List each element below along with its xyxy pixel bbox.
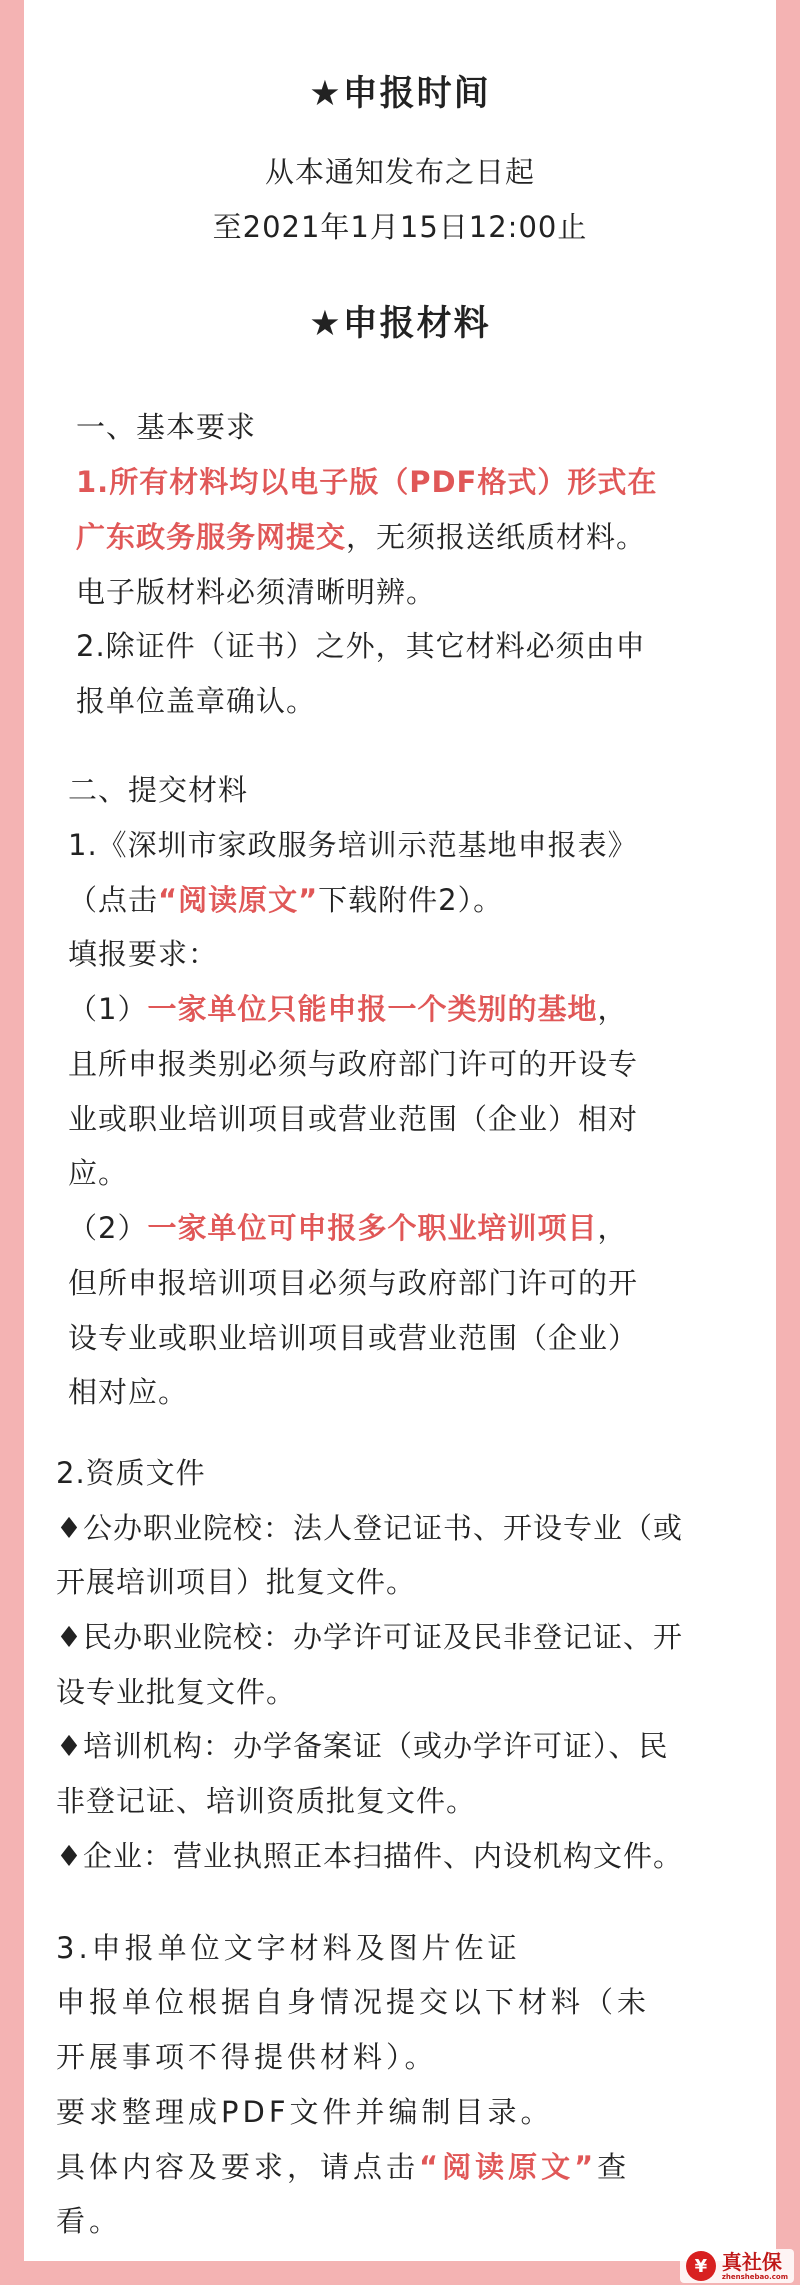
- submit-line-11: 相对应。: [68, 1375, 189, 1409]
- watermark: [680, 2249, 794, 2283]
- notice-panel: [24, 0, 776, 2261]
- docs-heading: 3.申报单位文字材料及图片佐证: [56, 1931, 521, 1965]
- submit-line-9: 但所申报培训项目必须与政府部门许可的开: [68, 1266, 639, 1300]
- submit-line-7: 应。: [68, 1156, 129, 1190]
- watermark-text: 真社保: [721, 2249, 782, 2274]
- quals-line-5: ♦培训机构：办学备案证（或办学许可证）、民: [56, 1729, 669, 1763]
- quals-line-7: ♦企业：营业执照正本扫描件、内设机构文件。: [56, 1839, 683, 1873]
- submit-line-10: 设专业或职业培训项目或营业范围（企业）: [68, 1321, 639, 1355]
- quals-line-2: 开展培训项目）批复文件。: [56, 1565, 417, 1599]
- read-original-link-2[interactable]: “阅读原文”: [419, 2150, 598, 2184]
- quals-heading: 2.资质文件: [56, 1456, 206, 1490]
- submit-line-1: 1.《深圳市家政服务培训示范基地申报表》: [68, 828, 638, 862]
- docs-line-2: 开展事项不得提供材料）。: [56, 2040, 438, 2074]
- docs-line-3: 要求整理成PDF文件并编制目录。: [56, 2095, 554, 2129]
- quals-line-1: ♦公办职业院校：法人登记证书、开设专业（或: [56, 1511, 683, 1545]
- submit-line-8-highlight: 一家单位可申报多个职业培训项目: [147, 1211, 598, 1245]
- docs-line-4-b: 查: [597, 2150, 631, 2184]
- watermark-url: zhenshebao.com: [721, 2272, 788, 2281]
- section-title-time: ★申报时间: [309, 74, 491, 114]
- submit-line-8: [68, 1206, 627, 1247]
- submit-line-2: [68, 878, 503, 919]
- submit-line-4-b: ，: [597, 992, 628, 1026]
- docs-line-1: 申报单位根据自身情况提交以下材料（未: [56, 1985, 651, 2019]
- read-original-link-1[interactable]: “阅读原文”: [158, 883, 319, 917]
- basic-line-2-rest: ，无须报送纸质材料。: [346, 520, 647, 554]
- basic-line-3: 电子版材料必须清晰明辨。: [76, 575, 437, 609]
- brand-logo-icon: ¥: [686, 2251, 716, 2281]
- quals-line-6: 非登记证、培训资质批复文件。: [56, 1784, 477, 1818]
- submit-line-6: 业或职业培训项目或营业范围（企业）相对: [68, 1102, 639, 1136]
- submit-line-5: 且所申报类别必须与政府部门许可的开设专: [68, 1047, 639, 1081]
- submit-line-8-a: （2）: [68, 1211, 148, 1245]
- docs-line-4: [56, 2145, 630, 2186]
- basic-line-2-highlight: 广东政务服务网提交: [76, 520, 347, 554]
- time-line-2: 至2021年1月15日12:00止: [212, 210, 588, 244]
- submit-line-4: [68, 987, 627, 1028]
- basic-line-2: [76, 515, 646, 556]
- quals-line-4: 设专业批复文件。: [56, 1675, 297, 1709]
- time-line-1: 从本通知发布之日起: [264, 155, 535, 189]
- submit-line-8-b: ，: [597, 1211, 628, 1245]
- submit-line-2-a: （点击: [68, 883, 159, 917]
- docs-line-5: 看。: [56, 2204, 123, 2238]
- quals-line-3: ♦民办职业院校：办学许可证及民非登记证、开: [56, 1620, 683, 1654]
- docs-line-4-a: 具体内容及要求，请点击: [56, 2150, 420, 2184]
- basic-line-4: 2.除证件（证书）之外，其它材料必须由申: [76, 629, 646, 663]
- section-title-materials: ★申报材料: [309, 304, 491, 344]
- submit-line-3: 填报要求：: [68, 937, 219, 971]
- submit-line-4-a: （1）: [68, 992, 148, 1026]
- submit-heading: 二、提交材料: [68, 773, 249, 807]
- basic-line-1: 1.所有材料均以电子版（PDF格式）形式在: [76, 465, 658, 499]
- submit-line-4-highlight: 一家单位只能申报一个类别的基地: [147, 992, 598, 1026]
- basic-heading: 一、基本要求: [76, 410, 257, 444]
- basic-line-5: 报单位盖章确认。: [76, 684, 317, 718]
- watermark-brand: [721, 2249, 788, 2281]
- submit-line-2-b: 下载附件2）。: [318, 883, 504, 917]
